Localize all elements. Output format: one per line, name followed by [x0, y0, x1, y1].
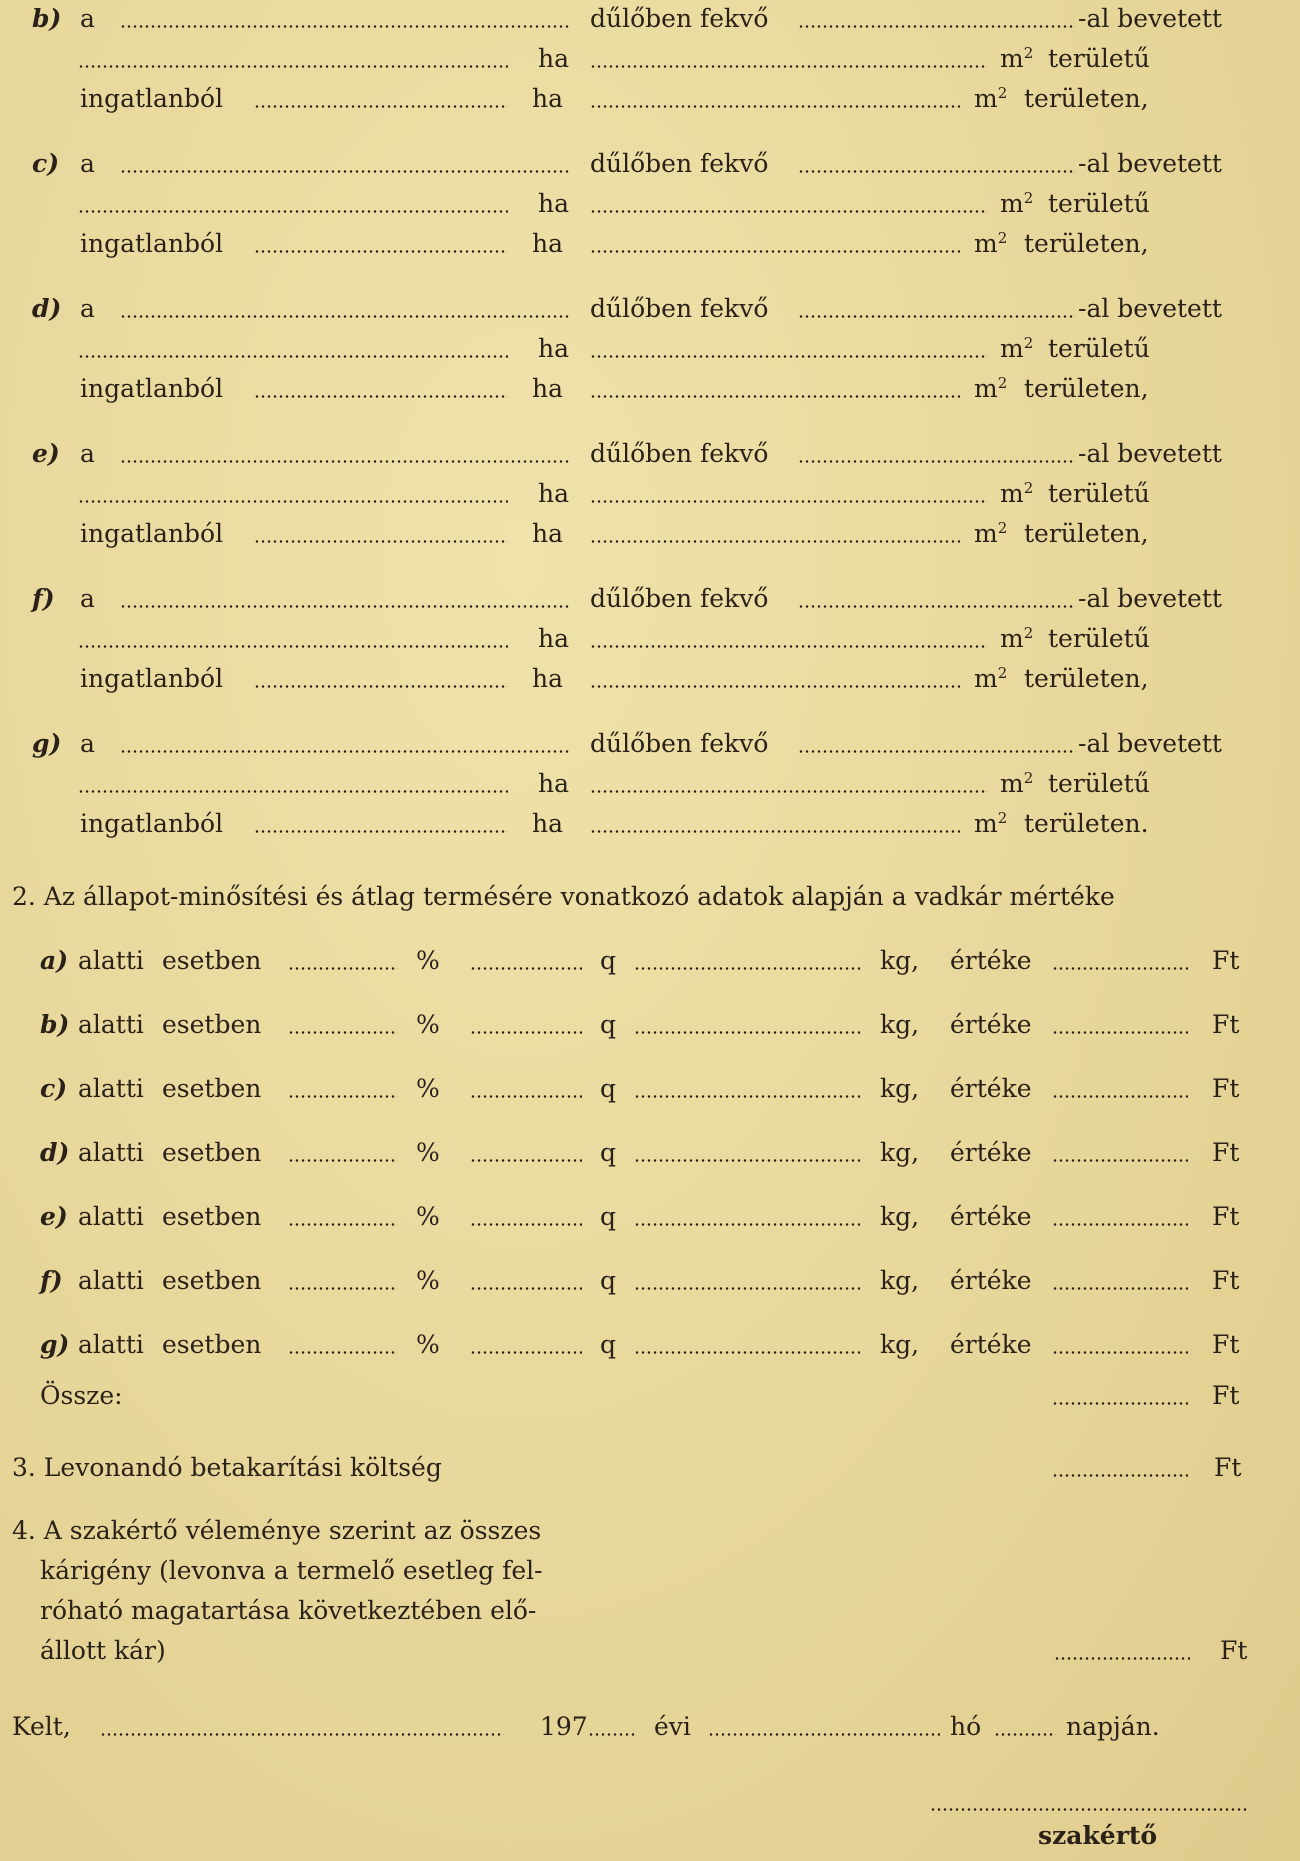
parcel-label: g) [32, 729, 62, 758]
row-label: e) [40, 1202, 68, 1231]
m-exponent: 2 [1023, 334, 1034, 352]
kg-blank[interactable] [634, 1329, 862, 1361]
alatti-label: alatti [78, 1202, 144, 1231]
percent-sign: % [416, 1202, 440, 1231]
teruleten-label: területen, [1024, 374, 1149, 403]
teruleten-label: területen, [1024, 84, 1149, 113]
dulo-name-blank[interactable] [120, 3, 570, 35]
place-blank[interactable] [100, 1711, 504, 1743]
percent-sign: % [416, 1074, 440, 1103]
esetben-label: esetben [162, 946, 262, 975]
esetben-label: esetben [162, 1202, 262, 1231]
m-unit: m [974, 519, 998, 548]
teruletu-label: területű [1048, 334, 1150, 363]
ha-total-blank[interactable] [78, 478, 508, 510]
m2-label [1000, 768, 1033, 800]
article-a: a [80, 584, 95, 613]
m2-part-blank[interactable] [590, 808, 960, 840]
parcel-label: d) [32, 294, 62, 323]
value-blank[interactable] [1052, 1329, 1188, 1361]
value-blank[interactable] [1052, 1201, 1188, 1233]
esetben-label: esetben [162, 1074, 262, 1103]
q-label: q [600, 946, 617, 975]
ha-label: ha [538, 624, 570, 653]
ha-part-blank[interactable] [254, 808, 508, 840]
ha-total-blank[interactable] [78, 43, 508, 75]
parcel-label: e) [32, 439, 60, 468]
kg-label: kg, [880, 1330, 920, 1359]
section2-heading: 2. Az állapot-minősítési és átlag termésére vonatkozó adatok alapján a vadkár mértéke [12, 882, 1115, 911]
m2-label [974, 373, 1007, 405]
ha-label: ha [532, 519, 564, 548]
parcel-label: b) [32, 4, 62, 33]
bevetett-label: -al bevetett [1078, 149, 1222, 178]
m2-label [974, 228, 1007, 260]
kg-label: kg, [880, 1138, 920, 1167]
bevetett-label: -al bevetett [1078, 4, 1222, 33]
q-label: q [600, 1330, 617, 1359]
m-exponent: 2 [997, 664, 1008, 682]
m-unit: m [974, 664, 998, 693]
q-label: q [600, 1138, 617, 1167]
kg-label: kg, [880, 1010, 920, 1039]
q-blank[interactable] [470, 1137, 582, 1169]
m2-label [974, 808, 1007, 840]
m2-label [1000, 188, 1033, 220]
m-unit: m [1000, 44, 1024, 73]
section3-label: 3. Levonandó betakarítási költség [12, 1453, 442, 1482]
q-blank[interactable] [470, 1201, 582, 1233]
m-exponent: 2 [1023, 624, 1034, 642]
article-a: a [80, 439, 95, 468]
esetben-label: esetben [162, 1266, 262, 1295]
ha-part-blank[interactable] [254, 228, 508, 260]
row-label: f) [40, 1266, 63, 1295]
section4-line-2: kárigény (levonva a termelő esetleg fel- [40, 1556, 543, 1585]
q-blank[interactable] [470, 1073, 582, 1105]
percent-blank[interactable] [288, 1201, 398, 1233]
ft-label: Ft [1212, 946, 1240, 975]
value-blank[interactable] [1052, 1137, 1188, 1169]
bevetett-label: -al bevetett [1078, 294, 1222, 323]
signature-blank[interactable] [930, 1786, 1250, 1818]
ha-label: ha [532, 809, 564, 838]
crop-blank[interactable] [798, 3, 1076, 35]
kg-label: kg, [880, 1074, 920, 1103]
signer-label: szakértő [1038, 1821, 1158, 1850]
percent-sign: % [416, 946, 440, 975]
teruletu-label: területű [1048, 479, 1150, 508]
m2-label [974, 83, 1007, 115]
crop-blank[interactable] [798, 438, 1076, 470]
dulo-label: dűlőben fekvő [590, 439, 769, 468]
evi-label: évi [654, 1712, 691, 1741]
m-unit: m [974, 809, 998, 838]
m-exponent: 2 [1023, 769, 1034, 787]
m-exponent: 2 [1023, 189, 1034, 207]
teruletu-label: területű [1048, 189, 1150, 218]
ft-label: Ft [1212, 1266, 1240, 1295]
ha-label: ha [538, 44, 570, 73]
teruletu-label: területű [1048, 44, 1150, 73]
ingatlanbol-label: ingatlanból [80, 809, 224, 838]
erteke-label: értéke [950, 1074, 1032, 1103]
m-unit: m [1000, 624, 1024, 653]
percent-blank[interactable] [288, 1329, 398, 1361]
m2-total-blank[interactable] [590, 188, 988, 220]
ha-label: ha [538, 189, 570, 218]
ho-label: hó [950, 1712, 982, 1741]
ha-label: ha [532, 664, 564, 693]
alatti-label: alatti [78, 946, 144, 975]
m-exponent: 2 [997, 374, 1008, 392]
ha-part-blank[interactable] [254, 518, 508, 550]
percent-blank[interactable] [288, 945, 398, 977]
percent-blank[interactable] [288, 1137, 398, 1169]
alatti-label: alatti [78, 1330, 144, 1359]
m2-total-blank[interactable] [590, 623, 988, 655]
ft-label: Ft [1212, 1330, 1240, 1359]
m2-label [974, 518, 1007, 550]
year-prefix: 197 [540, 1712, 588, 1741]
value-blank[interactable] [1052, 1265, 1188, 1297]
percent-blank[interactable] [288, 1009, 398, 1041]
section4-line-4: állott kár) [40, 1636, 166, 1665]
day-blank[interactable] [994, 1711, 1056, 1743]
kg-blank[interactable] [634, 1137, 862, 1169]
ingatlanbol-label: ingatlanból [80, 664, 224, 693]
row-label: d) [40, 1138, 70, 1167]
crop-blank[interactable] [798, 293, 1076, 325]
m-unit: m [1000, 334, 1024, 363]
q-label: q [600, 1010, 617, 1039]
section4-line-1: 4. A szakértő véleménye szerint az összes [12, 1516, 542, 1545]
dulo-name-blank[interactable] [120, 728, 570, 760]
section4-blank[interactable] [1054, 1635, 1190, 1667]
ha-part-blank[interactable] [254, 663, 508, 695]
dulo-label: dűlőben fekvő [590, 294, 769, 323]
ha-label: ha [532, 84, 564, 113]
teruleten-label: területen, [1024, 519, 1149, 548]
section4-ft: Ft [1220, 1636, 1248, 1665]
m2-label [1000, 43, 1033, 75]
ft-label: Ft [1212, 1138, 1240, 1167]
m-exponent: 2 [997, 519, 1008, 537]
bevetett-label: -al bevetett [1078, 439, 1222, 468]
article-a: a [80, 729, 95, 758]
crop-blank[interactable] [798, 728, 1076, 760]
section3-blank[interactable] [1052, 1452, 1188, 1484]
row-label: a) [40, 946, 69, 975]
m2-part-blank[interactable] [590, 663, 960, 695]
kg-blank[interactable] [634, 1201, 862, 1233]
section3-ft: Ft [1214, 1453, 1242, 1482]
esetben-label: esetben [162, 1138, 262, 1167]
kg-blank[interactable] [634, 1073, 862, 1105]
kg-blank[interactable] [634, 945, 862, 977]
ha-label: ha [538, 769, 570, 798]
ingatlanbol-label: ingatlanból [80, 374, 224, 403]
m-exponent: 2 [997, 84, 1008, 102]
value-blank[interactable] [1052, 1009, 1188, 1041]
dulo-label: dűlőben fekvő [590, 149, 769, 178]
value-blank[interactable] [1052, 1073, 1188, 1105]
percent-blank[interactable] [288, 1073, 398, 1105]
q-label: q [600, 1266, 617, 1295]
year-blank[interactable] [588, 1711, 636, 1743]
erteke-label: értéke [950, 1330, 1032, 1359]
dulo-name-blank[interactable] [120, 438, 570, 470]
total-blank[interactable] [1052, 1380, 1188, 1412]
ft-label: Ft [1212, 1202, 1240, 1231]
m2-total-blank[interactable] [590, 43, 988, 75]
m2-label [974, 663, 1007, 695]
q-blank[interactable] [470, 1009, 582, 1041]
kg-blank[interactable] [634, 1265, 862, 1297]
row-label: c) [40, 1074, 68, 1103]
ha-total-blank[interactable] [78, 188, 508, 220]
total-ft: Ft [1212, 1381, 1240, 1410]
bevetett-label: -al bevetett [1078, 584, 1222, 613]
m-unit: m [1000, 769, 1024, 798]
teruletu-label: területű [1048, 624, 1150, 653]
ha-total-blank[interactable] [78, 768, 508, 800]
teruleten-label: területen. [1024, 809, 1149, 838]
dulo-name-blank[interactable] [120, 148, 570, 180]
m-unit: m [974, 229, 998, 258]
m-unit: m [1000, 189, 1024, 218]
m-exponent: 2 [997, 809, 1008, 827]
article-a: a [80, 294, 95, 323]
crop-blank[interactable] [798, 583, 1076, 615]
kg-blank[interactable] [634, 1009, 862, 1041]
dulo-name-blank[interactable] [120, 583, 570, 615]
bevetett-label: -al bevetett [1078, 729, 1222, 758]
q-label: q [600, 1074, 617, 1103]
m2-label [1000, 623, 1033, 655]
dulo-name-blank[interactable] [120, 293, 570, 325]
ingatlanbol-label: ingatlanból [80, 229, 224, 258]
m2-part-blank[interactable] [590, 228, 960, 260]
percent-sign: % [416, 1266, 440, 1295]
parcel-label: c) [32, 149, 60, 178]
m2-part-blank[interactable] [590, 83, 960, 115]
erteke-label: értéke [950, 946, 1032, 975]
q-blank[interactable] [470, 945, 582, 977]
m2-total-blank[interactable] [590, 478, 988, 510]
alatti-label: alatti [78, 1138, 144, 1167]
m-exponent: 2 [997, 229, 1008, 247]
article-a: a [80, 4, 95, 33]
q-label: q [600, 1202, 617, 1231]
alatti-label: alatti [78, 1074, 144, 1103]
ingatlanbol-label: ingatlanból [80, 519, 224, 548]
alatti-label: alatti [78, 1010, 144, 1039]
m2-label [1000, 333, 1033, 365]
kg-label: kg, [880, 1202, 920, 1231]
erteke-label: értéke [950, 1010, 1032, 1039]
q-blank[interactable] [470, 1265, 582, 1297]
erteke-label: értéke [950, 1266, 1032, 1295]
m2-label [1000, 478, 1033, 510]
teruleten-label: területen, [1024, 664, 1149, 693]
ha-total-blank[interactable] [78, 333, 508, 365]
percent-blank[interactable] [288, 1265, 398, 1297]
napjan-label: napján. [1066, 1712, 1160, 1741]
erteke-label: értéke [950, 1138, 1032, 1167]
esetben-label: esetben [162, 1010, 262, 1039]
percent-sign: % [416, 1138, 440, 1167]
m-unit: m [974, 374, 998, 403]
percent-sign: % [416, 1330, 440, 1359]
teruletu-label: területű [1048, 769, 1150, 798]
row-label: b) [40, 1010, 70, 1039]
q-blank[interactable] [470, 1329, 582, 1361]
dulo-label: dűlőben fekvő [590, 4, 769, 33]
ft-label: Ft [1212, 1074, 1240, 1103]
m2-total-blank[interactable] [590, 768, 988, 800]
m2-part-blank[interactable] [590, 373, 960, 405]
ha-label: ha [532, 229, 564, 258]
ha-label: ha [538, 479, 570, 508]
erteke-label: értéke [950, 1202, 1032, 1231]
total-label: Össze: [40, 1381, 123, 1410]
parcel-label: f) [32, 584, 55, 613]
alatti-label: alatti [78, 1266, 144, 1295]
m-exponent: 2 [1023, 479, 1034, 497]
m2-total-blank[interactable] [590, 333, 988, 365]
percent-sign: % [416, 1010, 440, 1039]
ha-total-blank[interactable] [78, 623, 508, 655]
ha-label: ha [532, 374, 564, 403]
crop-blank[interactable] [798, 148, 1076, 180]
esetben-label: esetben [162, 1330, 262, 1359]
month-blank[interactable] [708, 1711, 940, 1743]
kg-label: kg, [880, 1266, 920, 1295]
article-a: a [80, 149, 95, 178]
dulo-label: dűlőben fekvő [590, 729, 769, 758]
row-label: g) [40, 1330, 70, 1359]
kelt-label: Kelt, [12, 1712, 71, 1741]
dulo-label: dűlőben fekvő [590, 584, 769, 613]
kg-label: kg, [880, 946, 920, 975]
teruleten-label: területen, [1024, 229, 1149, 258]
m-unit: m [1000, 479, 1024, 508]
ft-label: Ft [1212, 1010, 1240, 1039]
ha-part-blank[interactable] [254, 83, 508, 115]
value-blank[interactable] [1052, 945, 1188, 977]
m-exponent: 2 [1023, 44, 1034, 62]
section4-line-3: róható magatartása következtében elő- [40, 1596, 537, 1625]
ingatlanbol-label: ingatlanból [80, 84, 224, 113]
ha-part-blank[interactable] [254, 373, 508, 405]
m-unit: m [974, 84, 998, 113]
m2-part-blank[interactable] [590, 518, 960, 550]
ha-label: ha [538, 334, 570, 363]
